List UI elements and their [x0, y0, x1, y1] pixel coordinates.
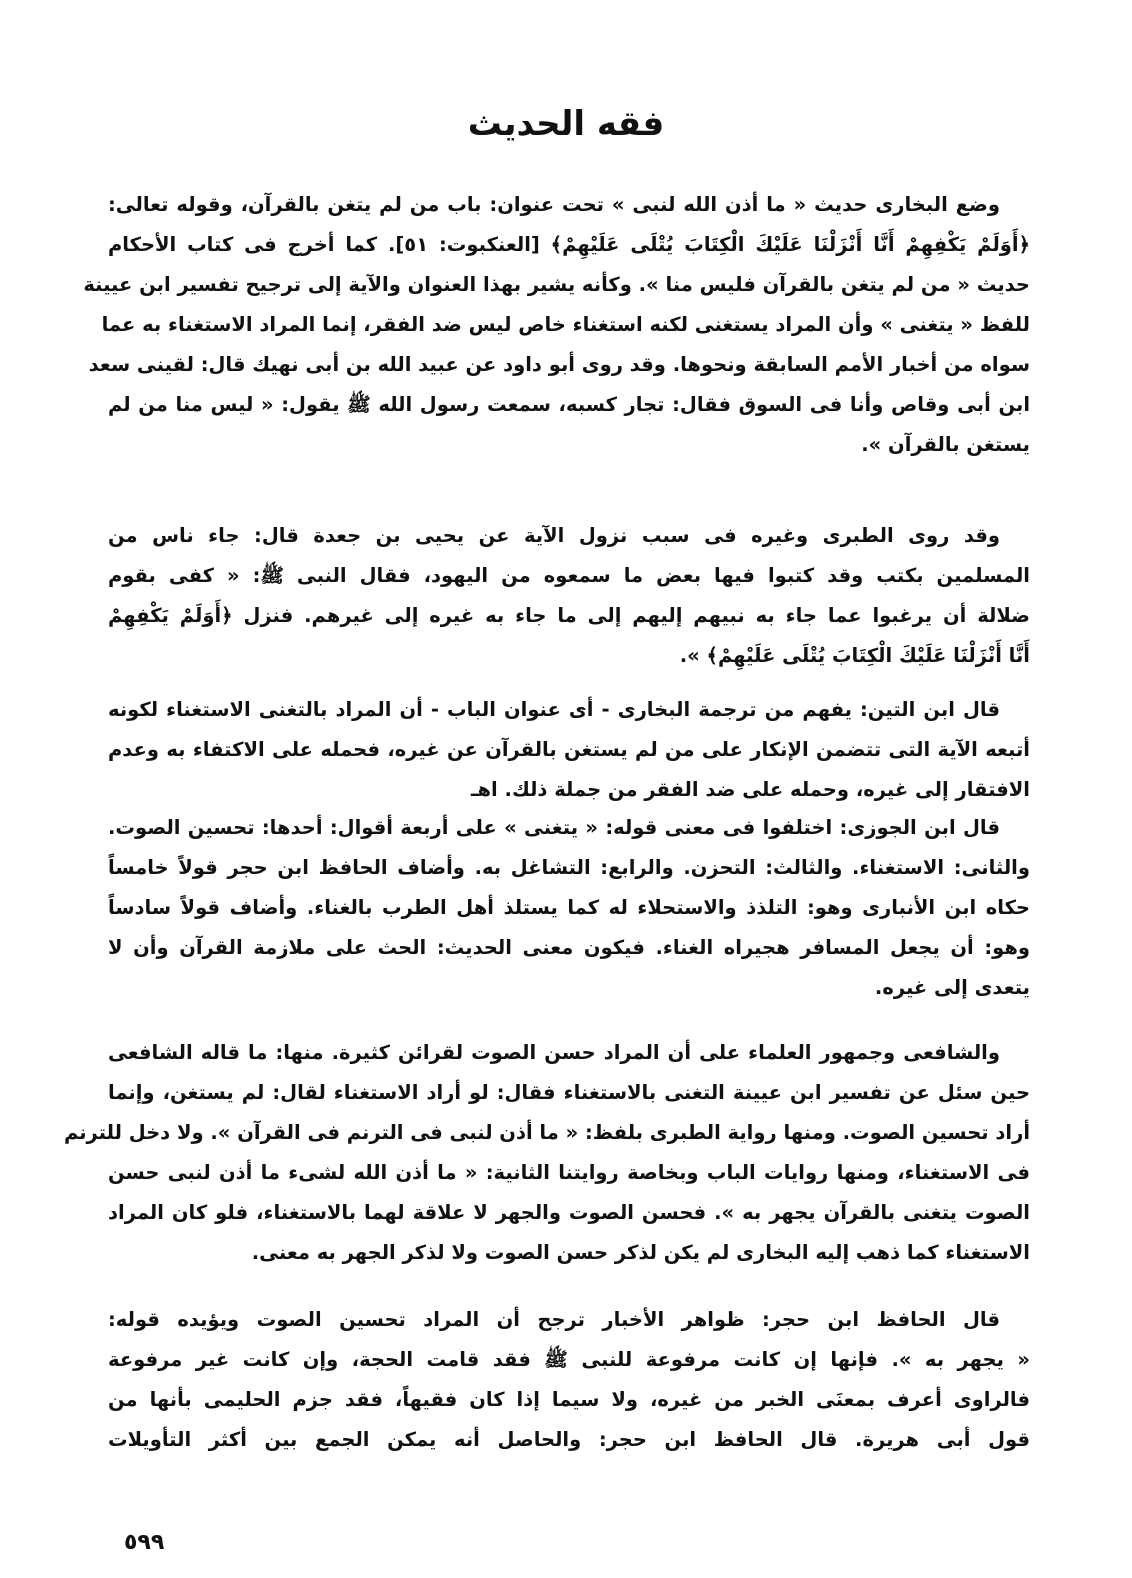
text-line: المسلمين بكتب وقد كتبوا فيها بعض ما سمعوه من اليهود، فقال النبى ﷺ: « كفى بقوم — [108, 564, 1030, 587]
text-line: والشافعى وجمهور العلماء على أن المراد حسن الصوت لقرائن كثيرة. منها: ما قاله الشافعى — [108, 1041, 1000, 1064]
text-line: فالراوى أعرف بمعنَى الخبر من غيره، ولا سيما إذا كان فقيهاً، فقد جزم الحليمى بأنها من — [108, 1388, 1030, 1411]
text-line: « يجهر به ». فإنها إن كانت مرفوعة للنبى ﷺ فقد قامت الحجة، وإن كانت غير مرفوعة — [108, 1348, 1030, 1371]
text-line: ابن أبى وقاص وأنا فى السوق فقال: تجار كسبه، سمعت رسول الله ﷺ يقول: « ليس منا من لم — [108, 393, 1030, 416]
text-line: قال الحافظ ابن حجر: ظواهر الأخبار ترجح أن المراد تحسين الصوت ويؤيده قوله: — [108, 1308, 1000, 1331]
text-line: والثانى: الاستغناء. والثالث: التحزن. والرابع: التشاغل به. وأضاف الحافظ ابن حجر قولاً خامساً — [108, 856, 1030, 879]
text-line: وقد روى الطبرى وغيره فى سبب نزول الآية عن يحيى بن جعدة قال: جاء ناس من — [108, 524, 1000, 547]
text-line: يستغن بالقرآن ». — [861, 433, 1030, 456]
text-line: الاستغناء كما ذهب إليه البخارى لم يكن لذكر حسن الصوت ولا لذكر الجهر به معنى. — [251, 1241, 1030, 1264]
text-line: حكاه ابن الأنبارى وهو: التلذذ والاستحلاء له كما يستلذ أهل الطرب بالغناء. وأضاف قولاً سادساً — [108, 896, 1030, 919]
page-title: فقه الحديث — [467, 104, 665, 144]
text-line: حديث « من لم يتغن بالقرآن فليس منا ». وكأنه يشير بهذا العنوان والآية إلى ترجيح تفسير ابن عيينة — [83, 273, 1030, 296]
text-line: أَنَّا أَنْزَلْنَا عَلَيْكَ الْكِتَابَ يُتْلَى عَلَيْهِمْ﴾ ». — [679, 644, 1030, 667]
text-line: حين سئل عن تفسير ابن عيينة التغنى بالاستغناء فقال: لو أراد الاستغناء لقال: لم يستغن، وإنما — [108, 1081, 1030, 1104]
text-line: قال ابن التين: يفهم من ترجمة البخارى - أى عنوان الباب - أن المراد بالتغنى الاستغناء لكونه — [108, 698, 1000, 721]
text-line: قال ابن الجوزى: اختلفوا فى معنى قوله: « يتغنى » على أربعة أقوال: أحدها: تحسين الصوت. — [108, 816, 1000, 839]
text-line: أراد تحسين الصوت. ومنها رواية الطبرى بلفظ: « ما أذن لنبى فى الترنم فى القرآن ». ولا دخل للترنم — [63, 1121, 1030, 1144]
text-line: يتعدى إلى غيره. — [874, 976, 1030, 999]
text-line: أتبعه الآية التى تتضمن الإنكار على من لم يستغن بالقرآن عن غيره، فحمله على الاكتفاء به وعدم — [108, 738, 1030, 761]
text-line: سواه من أخبار الأمم السابقة ونحوها. وقد روى أبو داود عن عبيد الله بن أبى نهيك قال: لقينى سعد — [88, 353, 1030, 376]
page-number: ٥٩٩ — [124, 1530, 165, 1555]
text-line: وضع البخارى حديث « ما أذن الله لنبى » تحت عنوان: باب من لم يتغن بالقرآن، وقوله تعالى: — [108, 193, 1000, 216]
text-line: ضلالة أن يرغبوا عما جاء به نبيهم إليهم إلى ما جاء به غيره إلى غيرهم. فنزل ﴿أَوَلَمْ يَكْفِهِمْ — [108, 604, 1030, 627]
text-line: قول أبى هريرة. قال الحافظ ابن حجر: والحاصل أنه يمكن الجمع بين أكثر التأويلات — [108, 1428, 1030, 1451]
text-line: فى الاستغناء، ومنها روايات الباب وبخاصة روايتنا الثانية: « ما أذن الله لشىء ما أذن لنبى حسن — [108, 1161, 1030, 1184]
text-line: ﴿أَوَلَمْ يَكْفِهِمْ أَنَّا أَنْزَلْنَا عَلَيْكَ الْكِتَابَ يُتْلَى عَلَيْهِمْ﴾ [العنكبوت: ٥١]. كما أخرج فى كتاب الأحكام — [108, 233, 1030, 256]
text-line: الافتقار إلى غيره، وحمله على ضد الفقر من جملة ذلك. اهـ — [470, 778, 1030, 801]
text-line: للفظ « يتغنى » وأن المراد يستغنى لكنه استغناء خاص ليس ضد الفقر، إنما المراد الاستغناء به عما — [101, 313, 1030, 336]
text-line: وهو: أن يجعل المسافر هجيراه الغناء. فيكون معنى الحديث: الحث على ملازمة القرآن وأن لا — [108, 936, 1030, 959]
text-line: الصوت يتغنى بالقرآن يجهر به ». فحسن الصوت والجهر لا علاقة لهما بالاستغناء، فلو كان المراد — [108, 1201, 1030, 1224]
